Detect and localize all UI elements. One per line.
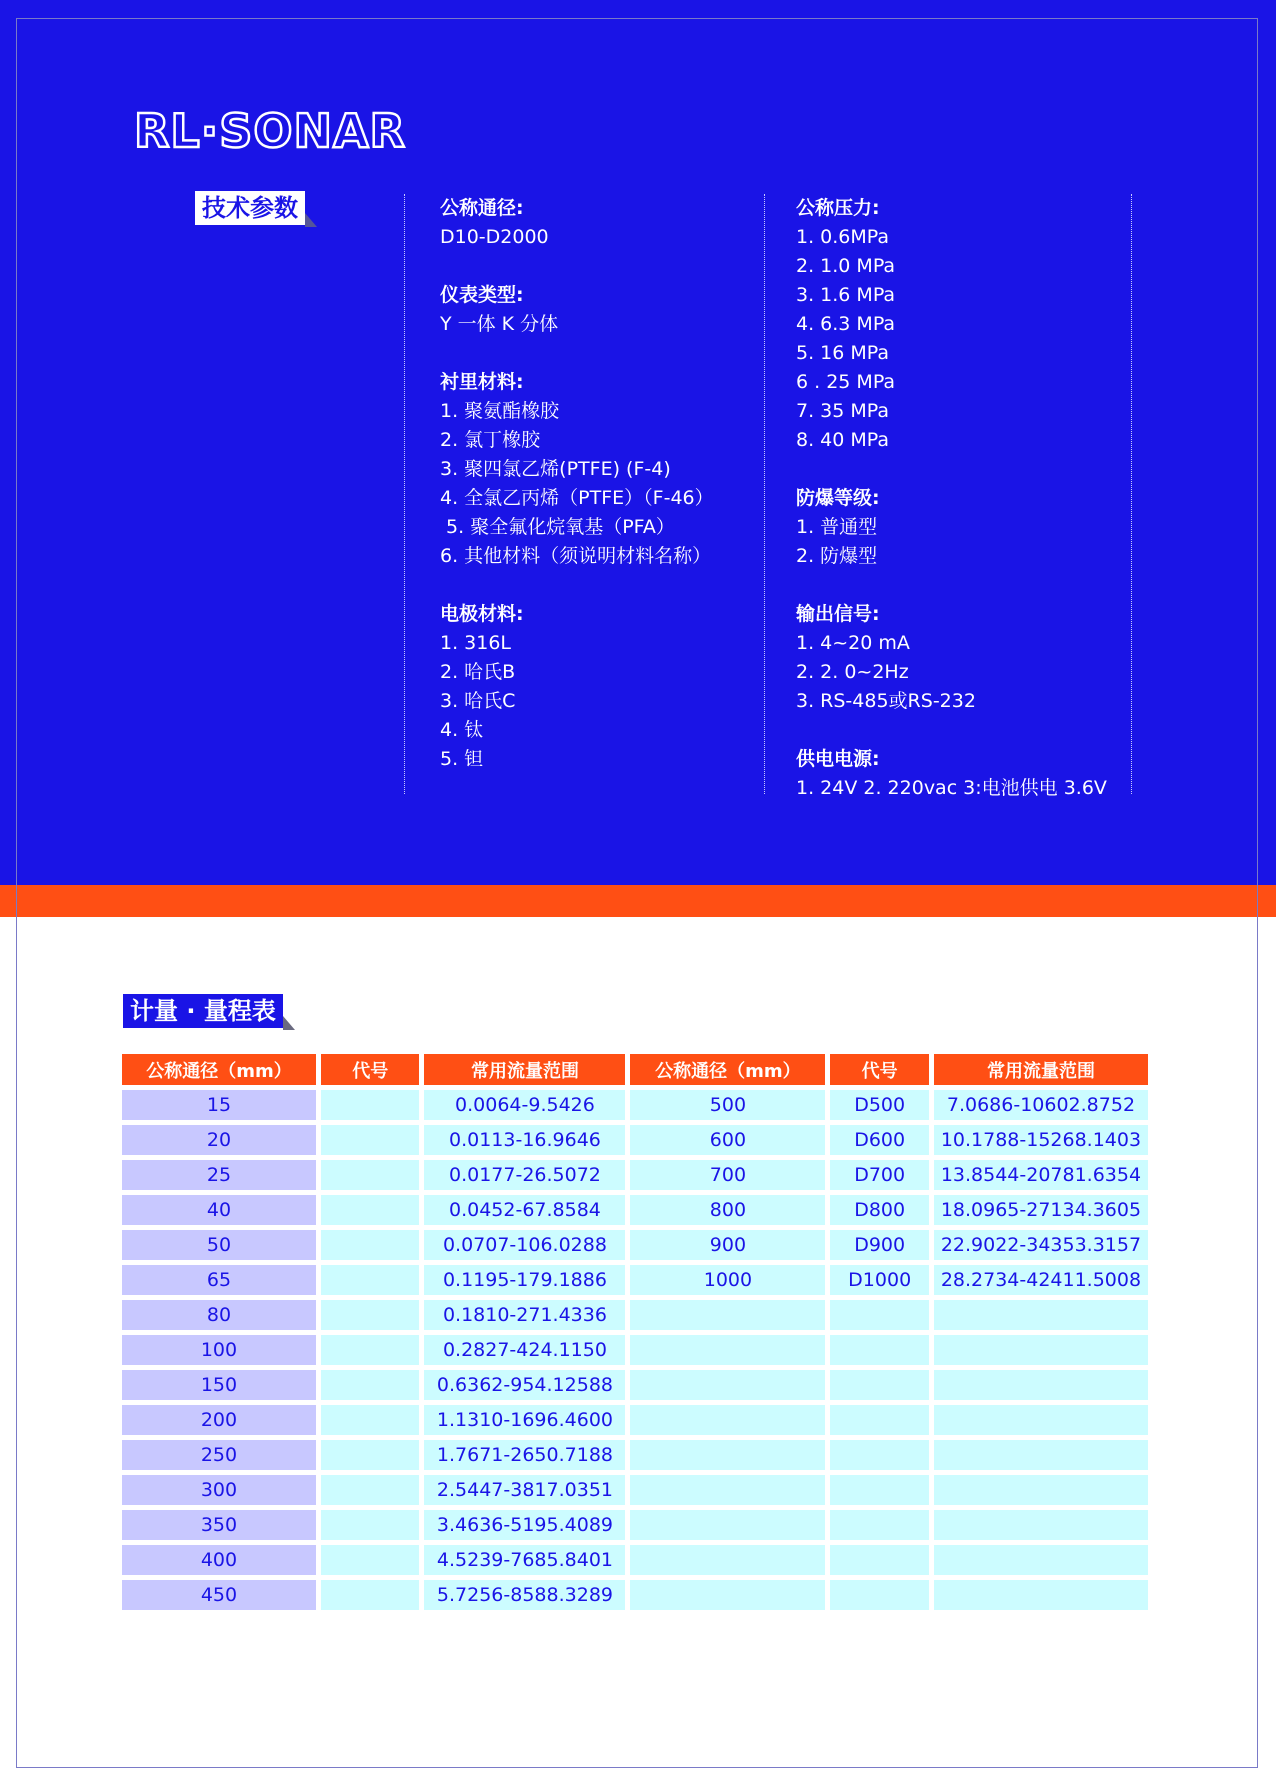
- range-table-header-cell: 代号: [830, 1054, 928, 1085]
- spec-heading: 防爆等级:: [796, 487, 880, 509]
- table-cell: 5.7256-8588.3289: [424, 1580, 625, 1610]
- spec-item: 5. 16 MPa: [796, 342, 890, 364]
- table-cell: [321, 1125, 419, 1155]
- table-cell: 350: [122, 1510, 316, 1540]
- table-cell: [934, 1335, 1148, 1365]
- range-table-header-cell: 公称通径（mm）: [630, 1054, 825, 1085]
- table-cell: [934, 1440, 1148, 1470]
- table-cell: [830, 1545, 928, 1575]
- table-cell: [321, 1510, 419, 1540]
- table-cell: [630, 1300, 825, 1330]
- range-table-header-cell: 代号: [321, 1054, 419, 1085]
- table-row: [122, 1475, 1148, 1505]
- table-cell: [830, 1335, 928, 1365]
- table-cell: [934, 1300, 1148, 1330]
- table-cell: 0.0707-106.0288: [424, 1230, 625, 1260]
- table-cell: 20: [122, 1125, 316, 1155]
- tag-fold-decoration: [283, 1016, 295, 1030]
- spec-group: [796, 194, 1136, 455]
- spec-group: [796, 745, 1136, 803]
- table-cell: 0.0177-26.5072: [424, 1160, 625, 1190]
- range-table-header-cell: 公称通径（mm）: [122, 1054, 316, 1085]
- table-cell: 7.0686-10602.8752: [934, 1090, 1148, 1120]
- spec-item: 1. 聚氨酯橡胶: [440, 400, 560, 422]
- table-cell: 800: [630, 1195, 825, 1225]
- table-cell: [630, 1370, 825, 1400]
- table-cell: 1.7671-2650.7188: [424, 1440, 625, 1470]
- table-cell: 500: [630, 1090, 825, 1120]
- table-cell: 1.1310-1696.4600: [424, 1405, 625, 1435]
- table-cell: [934, 1545, 1148, 1575]
- table-cell: 80: [122, 1300, 316, 1330]
- table-cell: 40: [122, 1195, 316, 1225]
- table-cell: [830, 1510, 928, 1540]
- spec-item: 4. 全氯乙丙烯（PTFE）（F-46）: [440, 487, 714, 509]
- spec-column-right: [796, 194, 1136, 832]
- table-cell: [321, 1195, 419, 1225]
- spec-heading: 仪表类型:: [440, 284, 524, 306]
- table-cell: [321, 1265, 419, 1295]
- table-row: [122, 1090, 1148, 1120]
- table-cell: 0.6362-954.12588: [424, 1370, 625, 1400]
- table-cell: 1000: [630, 1265, 825, 1295]
- spec-item: 2. 2. 0~2Hz: [796, 661, 909, 683]
- table-cell: [830, 1300, 928, 1330]
- table-cell: D800: [830, 1195, 928, 1225]
- table-cell: [630, 1510, 825, 1540]
- spec-item: D10-D2000: [440, 226, 549, 248]
- table-cell: 25: [122, 1160, 316, 1190]
- table-row: [122, 1125, 1148, 1155]
- table-cell: 13.8544-20781.6354: [934, 1160, 1148, 1190]
- table-cell: [934, 1510, 1148, 1540]
- spec-item: 5. 钽: [440, 748, 484, 770]
- table-cell: 0.0064-9.5426: [424, 1090, 625, 1120]
- orange-divider-stripe: [0, 885, 1276, 917]
- table-cell: 50: [122, 1230, 316, 1260]
- spec-item: 1. 316L: [440, 632, 512, 654]
- table-cell: [321, 1580, 419, 1610]
- table-cell: 400: [122, 1545, 316, 1575]
- table-cell: 0.0113-16.9646: [424, 1125, 625, 1155]
- spec-item: 6 . 25 MPa: [796, 371, 896, 393]
- table-cell: 18.0965-27134.3605: [934, 1195, 1148, 1225]
- spec-heading: 衬里材料:: [440, 371, 524, 393]
- table-cell: 150: [122, 1370, 316, 1400]
- spec-group: [796, 484, 1136, 571]
- divider-line-1: [404, 194, 405, 794]
- spec-group: [440, 281, 780, 339]
- spec-item: 3. 1.6 MPa: [796, 284, 896, 306]
- table-cell: [630, 1405, 825, 1435]
- spec-item: 2. 哈氏B: [440, 661, 516, 683]
- table-cell: 3.4636-5195.4089: [424, 1510, 625, 1540]
- table-cell: [321, 1230, 419, 1260]
- spec-item: 3. 聚四氯乙烯(PTFE) (F-4): [440, 458, 671, 480]
- table-cell: 100: [122, 1335, 316, 1365]
- range-table: [117, 1049, 1153, 1615]
- table-cell: D500: [830, 1090, 928, 1120]
- spec-item: 5. 聚全氟化烷氧基（PFA）: [440, 516, 675, 538]
- section-title-specs-label: 技术参数: [195, 191, 305, 225]
- table-cell: 200: [122, 1405, 316, 1435]
- table-cell: 250: [122, 1440, 316, 1470]
- table-cell: 700: [630, 1160, 825, 1190]
- table-cell: 0.1810-271.4336: [424, 1300, 625, 1330]
- table-cell: [321, 1545, 419, 1575]
- table-cell: [321, 1440, 419, 1470]
- spec-column-left: [440, 194, 780, 803]
- spec-heading: 公称通径:: [440, 197, 524, 219]
- spec-heading: 公称压力:: [796, 197, 880, 219]
- table-cell: [321, 1160, 419, 1190]
- spec-item: 2. 防爆型: [796, 545, 878, 567]
- spec-item: 7. 35 MPa: [796, 400, 890, 422]
- table-cell: [630, 1475, 825, 1505]
- table-cell: [321, 1475, 419, 1505]
- section-title-specs: [195, 191, 317, 225]
- table-row: [122, 1265, 1148, 1295]
- table-cell: [830, 1370, 928, 1400]
- table-cell: 0.2827-424.1150: [424, 1335, 625, 1365]
- range-table-header-cell: 常用流量范围: [424, 1054, 625, 1085]
- spec-group: [440, 194, 780, 252]
- spec-item: 4. 钛: [440, 719, 484, 741]
- table-cell: [830, 1475, 928, 1505]
- table-row: [122, 1545, 1148, 1575]
- table-cell: 22.9022-34353.3157: [934, 1230, 1148, 1260]
- table-cell: [630, 1335, 825, 1365]
- table-cell: 15: [122, 1090, 316, 1120]
- spec-item: 2. 1.0 MPa: [796, 255, 896, 277]
- table-cell: [321, 1370, 419, 1400]
- spec-item: 4. 6.3 MPa: [796, 313, 896, 335]
- section-title-range-table-label: 计量 · 量程表: [123, 994, 283, 1028]
- table-row: [122, 1440, 1148, 1470]
- table-cell: 300: [122, 1475, 316, 1505]
- spec-item: 3. 哈氏C: [440, 690, 516, 712]
- table-cell: [934, 1370, 1148, 1400]
- table-row: [122, 1160, 1148, 1190]
- table-cell: [934, 1580, 1148, 1610]
- table-cell: [830, 1580, 928, 1610]
- brand-logo: RL·SONAR: [134, 104, 406, 158]
- spec-heading: 电极材料:: [440, 603, 524, 625]
- range-table-header-row: [122, 1054, 1148, 1085]
- table-cell: [630, 1545, 825, 1575]
- table-cell: D1000: [830, 1265, 928, 1295]
- table-cell: [830, 1440, 928, 1470]
- table-cell: 4.5239-7685.8401: [424, 1545, 625, 1575]
- table-row: [122, 1300, 1148, 1330]
- table-cell: 28.2734-42411.5008: [934, 1265, 1148, 1295]
- table-row: [122, 1405, 1148, 1435]
- spec-group: [796, 600, 1136, 716]
- table-cell: 10.1788-15268.1403: [934, 1125, 1148, 1155]
- table-cell: 600: [630, 1125, 825, 1155]
- spec-item: 6. 其他材料（须说明材料名称）: [440, 545, 712, 567]
- spec-item: 2. 氯丁橡胶: [440, 429, 541, 451]
- spec-item: 8. 40 MPa: [796, 429, 890, 451]
- table-cell: [321, 1090, 419, 1120]
- table-row: [122, 1195, 1148, 1225]
- table-cell: 900: [630, 1230, 825, 1260]
- table-cell: 0.0452-67.8584: [424, 1195, 625, 1225]
- spec-item: 1. 普通型: [796, 516, 878, 538]
- table-cell: D700: [830, 1160, 928, 1190]
- table-cell: [830, 1405, 928, 1435]
- range-table-header-cell: 常用流量范围: [934, 1054, 1148, 1085]
- table-row: [122, 1580, 1148, 1610]
- spec-item: 1. 0.6MPa: [796, 226, 890, 248]
- table-row: [122, 1510, 1148, 1540]
- tag-fold-decoration: [305, 213, 317, 227]
- spec-heading: 输出信号:: [796, 603, 880, 625]
- spec-group: [440, 368, 780, 571]
- spec-item: Y 一体 K 分体: [440, 313, 559, 335]
- table-cell: D600: [830, 1125, 928, 1155]
- table-cell: [934, 1475, 1148, 1505]
- table-row: [122, 1230, 1148, 1260]
- table-cell: [630, 1440, 825, 1470]
- spec-item: 1. 4~20 mA: [796, 632, 910, 654]
- table-row: [122, 1335, 1148, 1365]
- table-cell: D900: [830, 1230, 928, 1260]
- spec-item: 3. RS-485或RS-232: [796, 690, 976, 712]
- section-title-range-table: [123, 994, 295, 1028]
- spec-heading: 供电电源:: [796, 748, 880, 770]
- table-row: [122, 1370, 1148, 1400]
- table-cell: [321, 1335, 419, 1365]
- table-cell: 65: [122, 1265, 316, 1295]
- table-cell: 450: [122, 1580, 316, 1610]
- spec-group: [440, 600, 780, 774]
- table-cell: [321, 1300, 419, 1330]
- table-cell: 2.5447-3817.0351: [424, 1475, 625, 1505]
- table-cell: 0.1195-179.1886: [424, 1265, 625, 1295]
- range-table-body: [122, 1090, 1148, 1610]
- table-cell: [934, 1405, 1148, 1435]
- table-cell: [321, 1405, 419, 1435]
- spec-item: 1. 24V 2. 220vac 3:电池供电 3.6V: [796, 777, 1107, 799]
- table-cell: [630, 1580, 825, 1610]
